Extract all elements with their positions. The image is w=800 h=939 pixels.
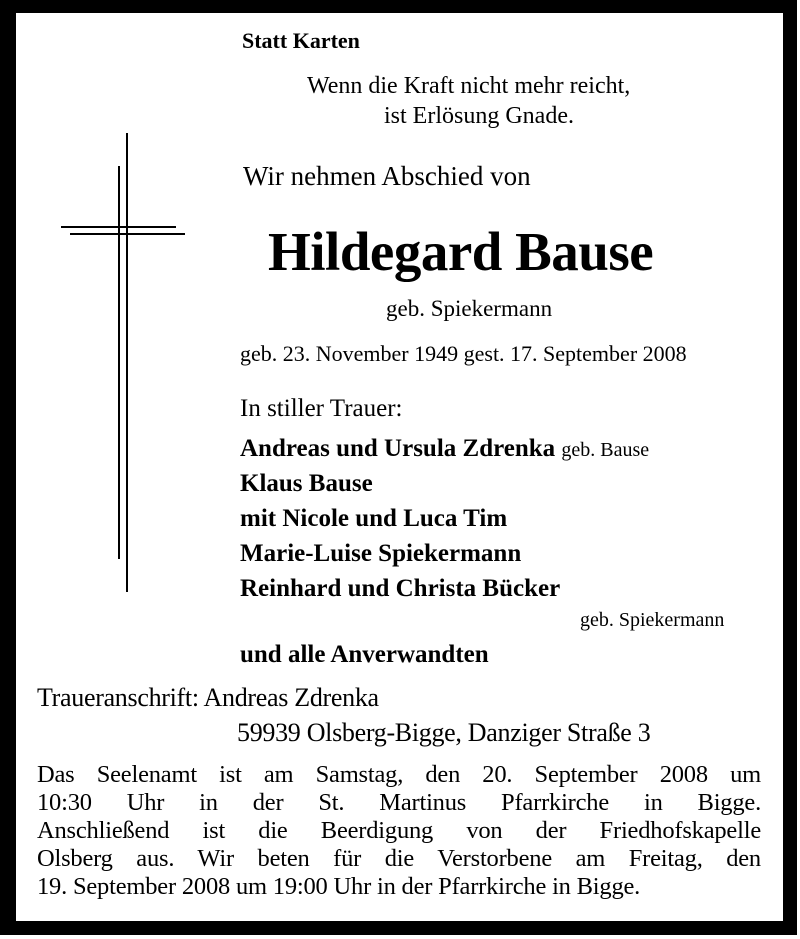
mourner-name: Reinhard und Christa Bücker xyxy=(240,575,561,602)
service-line: Das Seelenamt ist am Samstag, den 20. September 2008 um xyxy=(37,761,761,788)
quote-line-1: Wenn die Kraft nicht mehr reicht, xyxy=(307,73,631,99)
life-dates: geb. 23. November 1949 gest. 17. September 2008 xyxy=(240,341,687,366)
relatives-text: und alle Anverwandten xyxy=(240,641,489,668)
service-line: 10:30 Uhr in der St. Martinus Pfarrkirche in Bigge. xyxy=(37,789,761,816)
mourner-row xyxy=(240,436,649,461)
service-line: Anschließend ist die Beerdigung von der Friedhofskapelle xyxy=(37,817,761,844)
address-label: Traueranschrift: xyxy=(37,683,199,712)
deceased-name: Hildegard Bause xyxy=(268,221,654,282)
mourner-note: geb. Spiekermann xyxy=(580,609,725,631)
mourner-name: Marie-Luise Spiekermann xyxy=(240,540,522,567)
service-line: 19. September 2008 um 19:00 Uhr in der Pfarrkirche in Bigge. xyxy=(37,873,641,900)
mourner-note: geb. Bause xyxy=(561,439,650,461)
service-paragraph xyxy=(37,761,761,901)
mourner-name: Klaus Bause xyxy=(240,470,373,497)
quote-line-2: ist Erlösung Gnade. xyxy=(384,103,574,129)
address-name: Andreas Zdrenka xyxy=(203,683,379,712)
service-line: Olsberg aus. Wir beten für die Verstorbene am Freitag, den xyxy=(37,845,761,872)
header-text: Statt Karten xyxy=(242,28,360,53)
mourner-name: Andreas und Ursula Zdrenka xyxy=(240,435,556,462)
maiden-name: geb. Spiekermann xyxy=(386,296,553,321)
address-line: 59939 Olsberg-Bigge, Danziger Straße 3 xyxy=(237,718,651,747)
address-row xyxy=(37,685,379,711)
mourning-label: In stiller Trauer: xyxy=(240,395,403,422)
mourner-name: mit Nicole und Luca Tim xyxy=(240,505,508,532)
intro-text: Wir nehmen Abschied von xyxy=(243,161,531,191)
